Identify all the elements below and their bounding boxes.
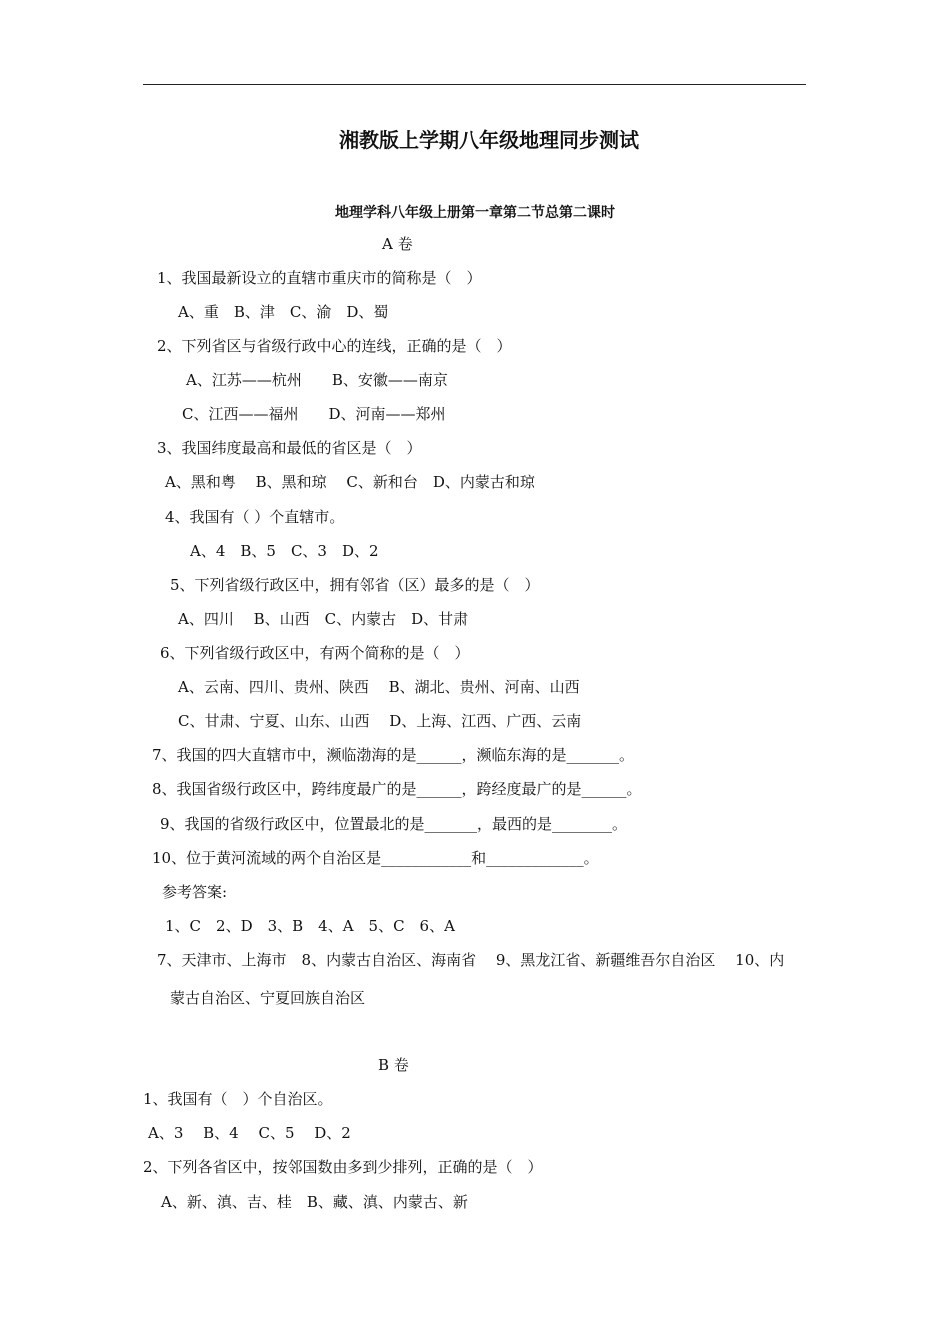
question-a1: 1、我国最新设立的直辖市重庆市的简称是（ ）	[157, 269, 482, 287]
answers-line-1: 1、C 2、D 3、B 4、A 5、C 6、A	[165, 917, 455, 935]
question-a10: 10、位于黄河流域的两个自治区是____________和_____________。	[152, 849, 599, 867]
question-a9: 9、我国的省级行政区中，位置最北的是_______，最西的是________。	[160, 815, 628, 833]
question-a6: 6、下列省级行政区中，有两个简称的是（ ）	[160, 644, 470, 662]
options-a6-row1: A、云南、四川、贵州、陕西 B、湖北、贵州、河南、山西	[178, 678, 580, 696]
options-a2-row1: A、江苏——杭州 B、安徽——南京	[186, 371, 448, 389]
answers-label: 参考答案:	[162, 883, 228, 901]
answers-line-2: 7、天津市、上海市 8、内蒙古自治区、海南省 9、黑龙江省、新疆维吾尔自治区 10、内	[157, 951, 785, 969]
question-a7: 7、我国的四大直辖市中，濒临渤海的是______，濒临东海的是_______。	[152, 746, 635, 764]
options-a3: A、黑和粤 B、黑和琼 C、新和台 D、内蒙古和琼	[165, 473, 535, 491]
options-a1: A、重 B、津 C、渝 D、蜀	[178, 303, 389, 321]
question-a5: 5、下列省级行政区中，拥有邻省（区）最多的是（ ）	[170, 576, 540, 594]
question-a2: 2、下列省区与省级行政中心的连线，正确的是（ ）	[157, 337, 512, 355]
options-a2-row2: C、江西——福州 D、河南——郑州	[182, 405, 446, 423]
header-rule	[143, 84, 806, 85]
question-a3: 3、我国纬度最高和最低的省区是（ ）	[157, 439, 422, 457]
options-a4: A、4 B、5 C、3 D、2	[190, 542, 379, 560]
section-b-heading: B 卷	[378, 1056, 409, 1074]
question-a4: 4、我国有（ ）个直辖市。	[165, 508, 345, 526]
options-a6-row2: C、甘肃、宁夏、山东、山西 D、上海、江西、广西、云南	[178, 712, 582, 730]
options-b1: A、3 B、4 C、5 D、2	[148, 1124, 351, 1142]
answers-line-3: 蒙古自治区、宁夏回族自治区	[170, 989, 366, 1007]
section-a-heading: A 卷	[382, 235, 413, 253]
question-b2: 2、下列各省区中，按邻国数由多到少排列，正确的是（ ）	[143, 1158, 543, 1176]
options-a5: A、四川 B、山西 C、内蒙古 D、甘肃	[178, 610, 469, 628]
question-b1: 1、我国有（ ）个自治区。	[143, 1090, 333, 1108]
page-subtitle: 地理学科八年级上册第一章第二节总第二课时	[335, 205, 615, 221]
options-b2: A、新、滇、吉、桂 B、藏、滇、内蒙古、新	[161, 1193, 468, 1211]
page-title: 湘教版上学期八年级地理同步测试	[339, 128, 639, 152]
question-a8: 8、我国省级行政区中，跨纬度最广的是______，跨经度最广的是______。	[152, 780, 642, 798]
